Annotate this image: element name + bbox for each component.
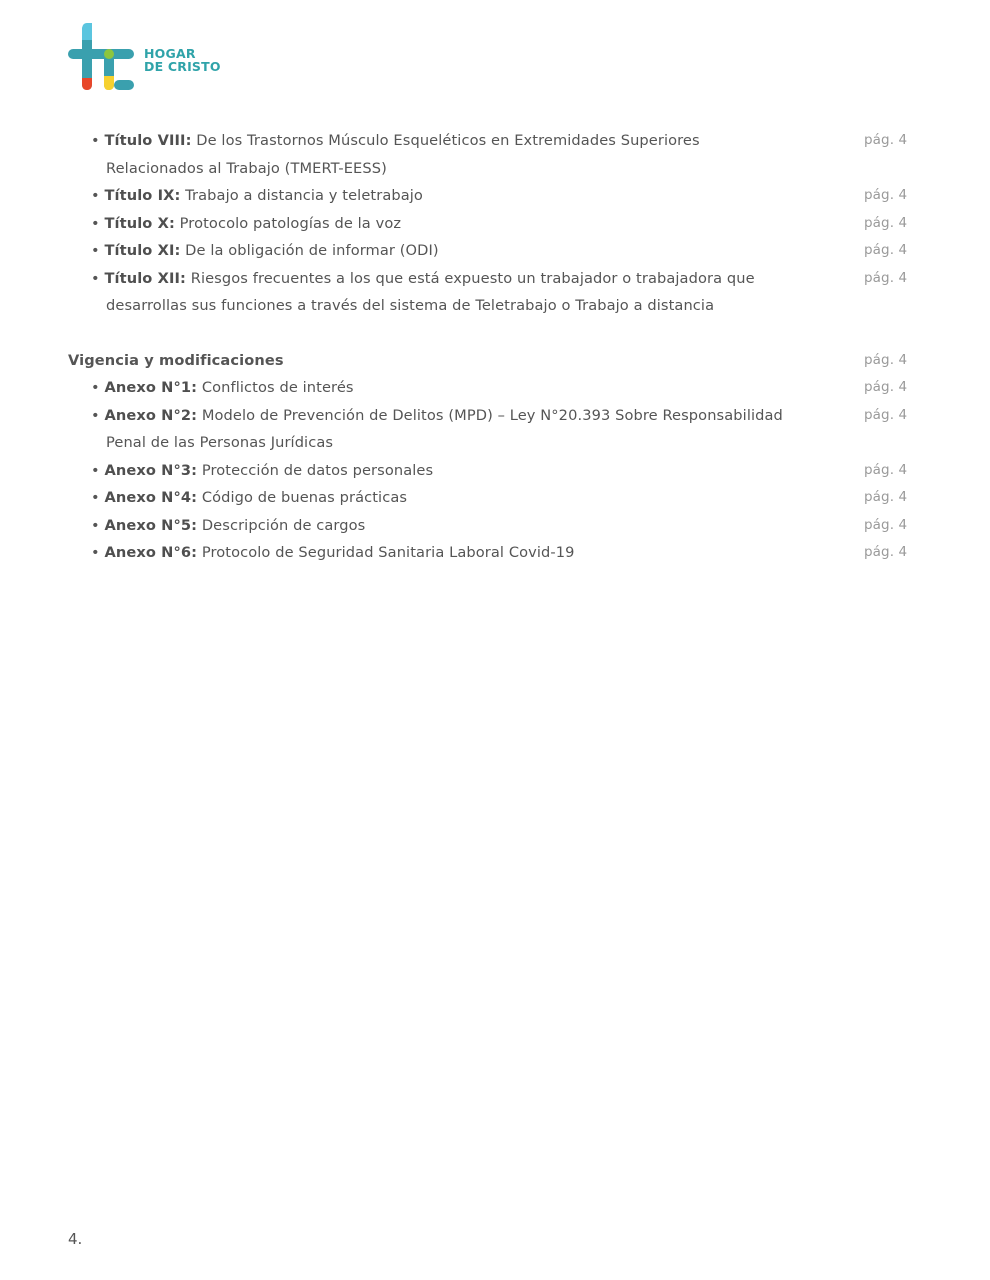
toc-entry-label: Anexo N°4:	[104, 489, 198, 506]
bullet-icon: •	[91, 406, 100, 424]
toc-entry	[68, 182, 908, 210]
toc-page-ref: pág. 4	[864, 132, 908, 148]
hogar-de-cristo-logo	[68, 20, 221, 92]
table-of-contents	[68, 127, 908, 567]
bullet-icon: •	[91, 132, 100, 149]
toc-page-ref: pág. 4	[864, 351, 908, 368]
logo-wordmark	[144, 47, 221, 73]
logo-line-1: HOGAR	[144, 46, 196, 61]
toc-entry	[68, 402, 908, 457]
bullet-icon: •	[91, 461, 100, 479]
toc-entry	[68, 265, 908, 320]
toc-page-ref: pág. 4	[864, 461, 908, 478]
bullet-icon: •	[91, 544, 100, 561]
toc-entry-text: Descripción de cargos	[201, 516, 366, 534]
toc-page-ref: pág. 4	[864, 379, 908, 395]
bullet-icon: •	[91, 269, 100, 287]
bullet-icon: •	[91, 489, 100, 506]
toc-entry-text: Riesgos frecuentes a los que está expuesto un trabajador o trabajadora que desarrollas sus funciones a través del sistema de Teletrabajo o Trabajo a distancia	[106, 269, 755, 314]
bullet-icon: •	[91, 379, 100, 396]
toc-section-heading	[68, 347, 908, 375]
toc-page-ref: pág. 4	[864, 489, 908, 505]
cross-logo-icon	[68, 20, 136, 92]
toc-entry-label: Título VIII:	[104, 132, 192, 149]
toc-entry	[68, 374, 908, 402]
toc-entry-label: Anexo N°1:	[104, 379, 198, 396]
toc-entry	[68, 127, 908, 182]
toc-entry-label: Título IX:	[104, 187, 181, 204]
toc-page-ref: pág. 4	[864, 214, 908, 231]
bullet-icon: •	[91, 242, 100, 259]
toc-entry	[68, 237, 908, 265]
bullet-icon: •	[91, 214, 100, 232]
toc-entry	[68, 457, 908, 485]
toc-page-ref: pág. 4	[864, 544, 908, 560]
bullet-icon: •	[91, 516, 100, 534]
toc-page-ref: pág. 4	[864, 406, 908, 423]
toc-entry-label: Anexo N°3:	[104, 461, 198, 479]
toc-entry-text: Conflictos de interés	[201, 379, 354, 396]
toc-entry-label: Título X:	[104, 214, 175, 232]
toc-entry-label: Anexo N°2:	[104, 406, 198, 424]
toc-entry-text: Protocolo de Seguridad Sanitaria Laboral Covid-19	[201, 544, 575, 561]
toc-entry-text: Protocolo patologías de la voz	[179, 214, 402, 232]
toc-entry	[68, 539, 908, 567]
toc-page-ref: pág. 4	[864, 516, 908, 533]
toc-entry	[68, 484, 908, 512]
toc-entry-text: De los Trastornos Músculo Esqueléticos en Extremidades Superiores Relacionados al Trabajo (TMERT-EESS)	[106, 132, 700, 177]
toc-section-text: Vigencia y modificaciones	[68, 351, 284, 369]
toc-entry-label: Anexo N°5:	[104, 516, 198, 534]
toc-entry-label: Título XI:	[104, 242, 181, 259]
toc-entry-text: Protección de datos personales	[201, 461, 434, 479]
toc-entry-label: Anexo N°6:	[104, 544, 198, 561]
toc-entry-text: Trabajo a distancia y teletrabajo	[185, 187, 423, 204]
page-number: 4.	[68, 1230, 83, 1248]
logo-line-2: DE CRISTO	[144, 59, 221, 74]
toc-entry-text: De la obligación de informar (ODI)	[185, 242, 439, 259]
bullet-icon: •	[91, 187, 100, 204]
toc-page-ref: pág. 4	[864, 269, 908, 286]
toc-page-ref: pág. 4	[864, 242, 908, 258]
toc-entry-text: Código de buenas prácticas	[201, 489, 408, 506]
toc-entry	[68, 512, 908, 540]
toc-entry	[68, 210, 908, 238]
toc-entry-label: Título XII:	[104, 269, 186, 287]
toc-page-ref: pág. 4	[864, 187, 908, 203]
toc-entry-text: Modelo de Prevención de Delitos (MPD) – Ley N°20.393 Sobre Responsabilidad Penal de las Personas Jurídicas	[106, 406, 783, 451]
